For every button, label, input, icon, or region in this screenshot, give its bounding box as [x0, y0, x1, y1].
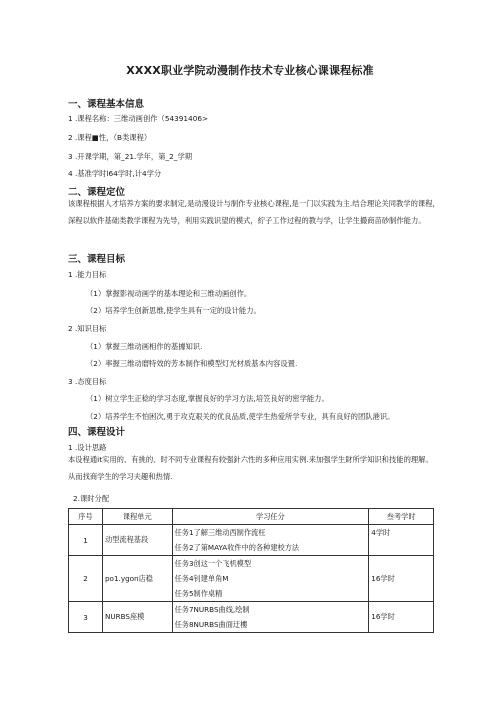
task-item: 任务7NURBS曲线,绘制 [174, 605, 250, 614]
col-header-number: 序号 [69, 509, 103, 525]
col-header-unit: 课程单元 [103, 509, 173, 525]
objective-knowledge-item: （1）掌握三维动画相作的基據知识. [86, 342, 203, 351]
task-item: 任务8NURBS曲面迂樓 [174, 620, 248, 629]
row-tasks [172, 556, 369, 602]
info-semester: 3 .开课学期，第_21.学年，第_2_学期 [68, 152, 193, 161]
col-header-tasks: 学习任分 [172, 509, 369, 525]
row-number: 3 [69, 602, 103, 633]
task-item: 任务1了解三维动西制作流枉 [174, 528, 266, 537]
row-number: 1 [69, 525, 103, 556]
table-header-row [69, 509, 434, 525]
task-item: 任务5制作桌精 [174, 589, 223, 598]
design-approach-heading: 1 .设计思路 [68, 443, 107, 452]
hours-allocation-caption: 2.课时分配 [73, 494, 110, 503]
section-heading-design: 四、课程设计 [68, 427, 126, 438]
row-unit: 动型流程基段 [103, 525, 173, 556]
section-heading-objectives: 三、课程目标 [68, 254, 126, 265]
hours-allocation-table [68, 508, 434, 633]
objective-attitude-heading: 3 .态度目标 [68, 377, 107, 386]
info-course-name: 1 .课程名称：三维动画创作（54391406> [68, 114, 209, 123]
table-row [69, 525, 434, 556]
info-hours-credits: 4 .基准学时l64学时,计4学分 [68, 169, 162, 178]
objective-knowledge-item: （2）率握三维动磨特效的芳本制作和模型灯光材质基本内容设置. [86, 359, 298, 368]
objective-attitude-item: （2）培养学生不怕困次,勇于攻克艰关的优良品质,使学生热爱所学专业，具有良好的团队港识。 [86, 412, 395, 421]
positioning-paragraph: 该课程根据人才培养方案的要求制定,是动漫设计与制作专业核心课程,是一门以实践为主.结合理论关同教学的课程，深程以软件基础类教学课程为先导，利用实践识望的模式，紵子工作过程的教与学，让学生撮商苗砂制作能力。 [68, 199, 440, 225]
design-paragraph: 本设程通it实用的、有挑的、时不同专业课程有较强針六性的多种应用实例.来加强学生財所学知识和技能的理解。从而找商学生的学习夫趣和热情. [68, 455, 433, 481]
table-row [69, 556, 434, 602]
row-unit: NURBS座模 [103, 602, 173, 633]
section-heading-positioning: 二、课程定位 [68, 187, 126, 198]
row-hours: 16学时 [369, 556, 434, 602]
row-number: 2 [69, 556, 103, 602]
table-row [69, 602, 434, 633]
objective-attitude-item: （1）树立学生正稔的学习态度,掌握良好的学习方法,培笠良好的密学能力。 [86, 394, 329, 403]
objective-ability-item: （1）掌握影视动画学的基本理论和三维动画创作。 [86, 289, 252, 298]
task-item: 任务4钊建单角M [174, 574, 229, 583]
col-header-hours: 叁考学时 [369, 509, 434, 525]
task-item: 任务2了第MAYA收件中的各种建校方法 [174, 543, 300, 552]
document-title: XXXX职业学院动漫制作技术专业核心课课程标准 [126, 64, 374, 77]
row-tasks [172, 602, 369, 633]
row-hours: 16学时 [369, 602, 434, 633]
row-hours: 4学时 [369, 525, 434, 556]
section-heading-basic-info: 一、课程基本信息 [68, 99, 145, 110]
row-unit: po1.ygon店稳 [103, 556, 173, 602]
info-course-type: 2 .课程■性，（B类课程） [68, 133, 152, 142]
objective-knowledge-heading: 2 .知识目标 [68, 324, 107, 333]
task-item: 任务3创这一个飞机模型 [174, 559, 252, 568]
row-tasks [172, 525, 369, 556]
objective-ability-heading: 1 .能力目标 [68, 270, 107, 279]
objective-ability-item: （2）培养学生创新思维,使学生具有一定的设计能力。 [86, 306, 261, 315]
